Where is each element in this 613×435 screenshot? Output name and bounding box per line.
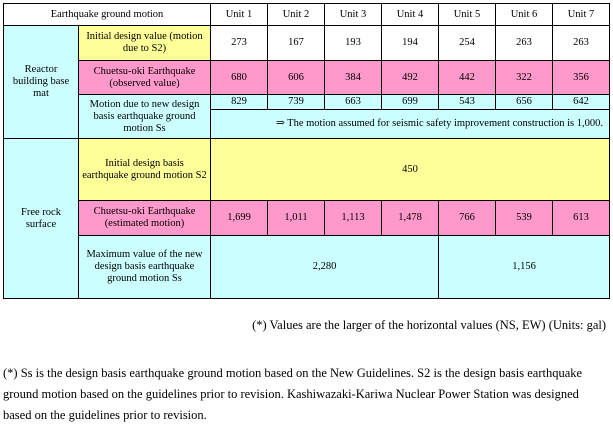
table-cell: 322 [496, 61, 553, 95]
header-row [4, 4, 610, 26]
table-cell: 1,156 [439, 236, 610, 299]
table-cell: 194 [382, 26, 439, 61]
table-cell: 2,280 [211, 236, 439, 299]
header-unit-4: Unit 4 [382, 4, 439, 26]
table-cell: 606 [268, 61, 325, 95]
table-cell: 492 [382, 61, 439, 95]
table-cell: 442 [439, 61, 496, 95]
table-cell: 680 [211, 61, 268, 95]
table-cell: 263 [553, 26, 610, 61]
table-cell: 829 [211, 95, 268, 110]
table-cell: 539 [496, 201, 553, 236]
footnote: (*) Ss is the design basis earthquake ground motion based on the New Guidelines. S2 is the design basis earthquake ground motion based on the guidelines prior to revision. Kashiwazaki-Kariwa Nuclear Power Station was designed based on the guidelines prior to revision. [3, 366, 583, 422]
table-cell: 739 [268, 95, 325, 110]
header-unit-2: Unit 2 [268, 4, 325, 26]
table-cell: 1,699 [211, 201, 268, 236]
table-cell: 193 [325, 26, 382, 61]
table-row [4, 236, 610, 299]
table-cell: 656 [496, 95, 553, 110]
table-cell: 1,478 [382, 201, 439, 236]
header-label: Earthquake ground motion [4, 4, 211, 26]
header-unit-5: Unit 5 [439, 4, 496, 26]
table-row [4, 95, 610, 110]
reactor-section-label: Reactor building base mat [4, 26, 79, 139]
table-row [4, 201, 610, 236]
row-label-new-design: Motion due to new design basis earthquake ground motion Ss [79, 95, 211, 139]
table-cell: 273 [211, 26, 268, 61]
table-cell: 384 [325, 61, 382, 95]
table-cell: 356 [553, 61, 610, 95]
row-label-max-new-design: Maximum value of the new design basis earthquake ground motion Ss [79, 236, 211, 299]
table-cell: 642 [553, 95, 610, 110]
row-label-chuetsu-estimated: Chuetsu-oki Earthquake (estimated motion) [79, 201, 211, 236]
row-label-initial-design: Initial design value (motion due to S2) [79, 26, 211, 61]
header-unit-6: Unit 6 [496, 4, 553, 26]
table-row [4, 139, 610, 201]
table-cell: 543 [439, 95, 496, 110]
table-cell: 1,011 [268, 201, 325, 236]
seismic-improvement-note: ⇒ The motion assumed for seismic safety improvement construction is 1,000. [211, 110, 610, 139]
free-rock-section-label: Free rock surface [4, 139, 79, 299]
table-cell: 1,113 [325, 201, 382, 236]
row-label-initial-design-s2: Initial design basis earthquake ground motion S2 [79, 139, 211, 201]
row-label-chuetsu-observed: Chuetsu-oki Earthquake (observed value) [79, 61, 211, 95]
table-cell: 450 [211, 139, 610, 201]
table-cell: 263 [496, 26, 553, 61]
table-cell: 254 [439, 26, 496, 61]
earthquake-motion-table [3, 3, 610, 299]
header-unit-3: Unit 3 [325, 4, 382, 26]
table-cell: 766 [439, 201, 496, 236]
header-unit-7: Unit 7 [553, 4, 610, 26]
header-unit-1: Unit 1 [211, 4, 268, 26]
table-cell: 663 [325, 95, 382, 110]
table-cell: 613 [553, 201, 610, 236]
units-note: (*) Values are the larger of the horizontal values (NS, EW) (Units: gal) [252, 318, 606, 332]
table-cell: 699 [382, 95, 439, 110]
table-row [4, 61, 610, 95]
table-cell: 167 [268, 26, 325, 61]
table-row [4, 26, 610, 61]
